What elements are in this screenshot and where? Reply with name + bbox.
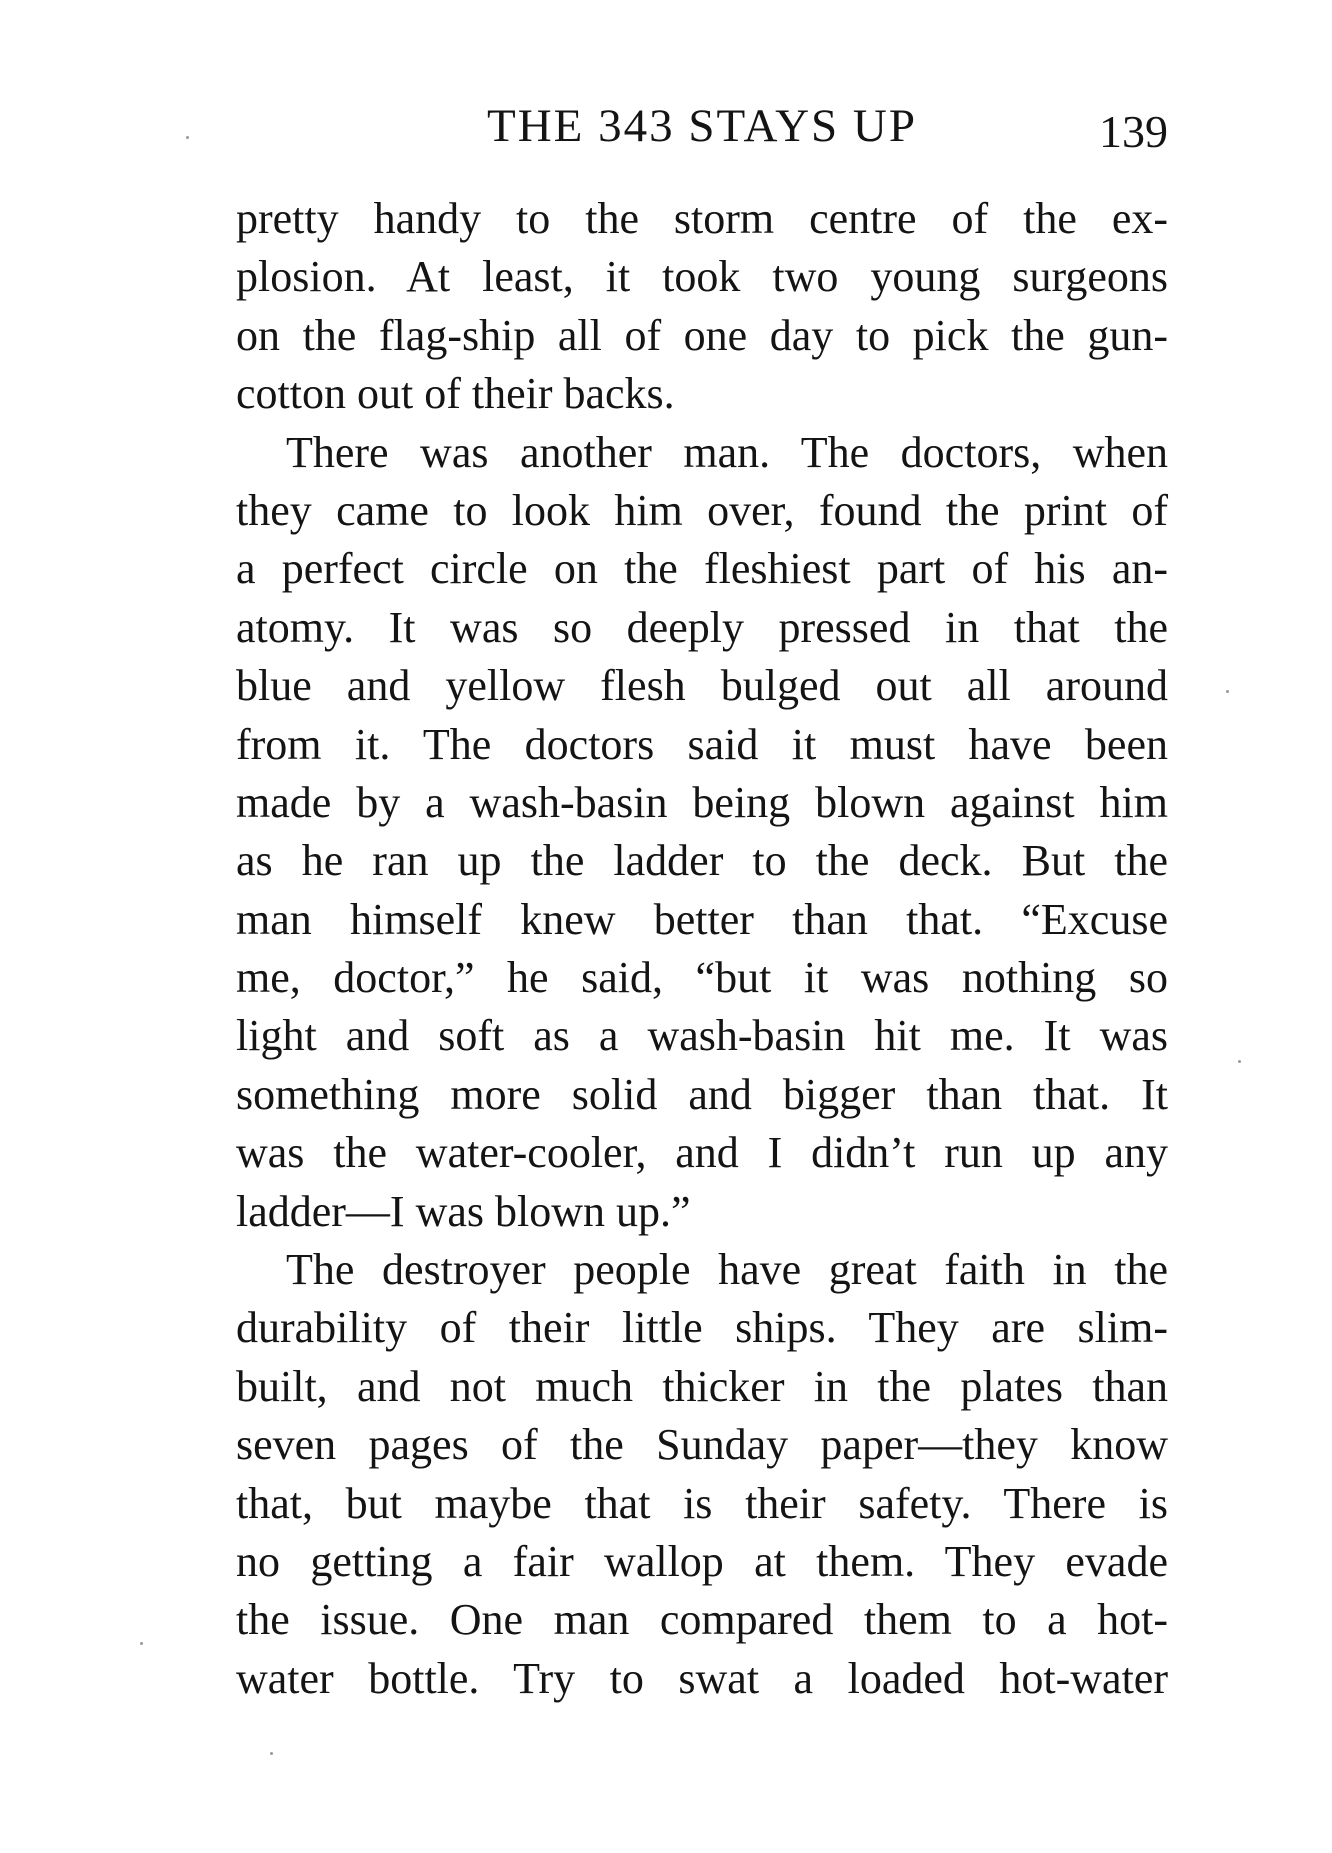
text-line: atomy. It was so deeply pressed in that the <box>236 602 1168 652</box>
text-line: that, but maybe that is their safety. There is <box>236 1478 1168 1528</box>
text-line: blue and yellow flesh bulged out all around <box>236 661 1168 711</box>
text-line: a perfect circle on the fleshiest part of his an- <box>236 544 1168 594</box>
text-line: man himself knew better than that. “Excuse <box>236 894 1168 944</box>
scan-speck <box>270 1752 273 1755</box>
running-head <box>236 96 1168 156</box>
text-line: the issue. One man compared them to a hot- <box>236 1595 1168 1645</box>
body-text <box>236 190 1168 1708</box>
scan-speck <box>1226 690 1229 693</box>
text-line: as he ran up the ladder to the deck. But the <box>236 836 1168 886</box>
text-line: they came to look him over, found the print of <box>236 485 1168 535</box>
text-line: ladder—I was blown up.” <box>236 1186 691 1236</box>
scan-speck <box>140 1642 143 1645</box>
page-number: 139 <box>1099 106 1168 157</box>
text-line: plosion. At least, it took two young surgeons <box>236 252 1168 302</box>
running-title: THE 343 STAYS UP <box>487 100 917 152</box>
text-line: something more solid and bigger than that. It <box>236 1069 1168 1119</box>
text-line: durability of their little ships. They are slim- <box>236 1303 1168 1353</box>
text-line: The destroyer people have great faith in the <box>286 1245 1168 1295</box>
text-line: was the water-cooler, and I didn’t run up any <box>236 1128 1168 1178</box>
text-line: made by a wash-basin being blown against him <box>236 777 1168 827</box>
text-line: cotton out of their backs. <box>236 369 675 419</box>
scan-speck <box>186 136 189 139</box>
scan-speck <box>1238 1060 1241 1063</box>
text-line: seven pages of the Sunday paper—they know <box>236 1420 1168 1470</box>
text-line: no getting a fair wallop at them. They evade <box>236 1536 1168 1586</box>
text-line: light and soft as a wash-basin hit me. It was <box>236 1011 1168 1061</box>
text-line: pretty handy to the storm centre of the ex- <box>236 194 1168 243</box>
text-line: from it. The doctors said it must have been <box>236 719 1168 769</box>
text-line: water bottle. Try to swat a loaded hot-water <box>236 1653 1168 1703</box>
text-line: There was another man. The doctors, when <box>286 427 1168 477</box>
text-line: me, doctor,” he said, “but it was nothing so <box>236 953 1168 1003</box>
text-line: on the flag-ship all of one day to pick the gun- <box>236 310 1168 360</box>
text-line: built, and not much thicker in the plates than <box>236 1361 1168 1411</box>
